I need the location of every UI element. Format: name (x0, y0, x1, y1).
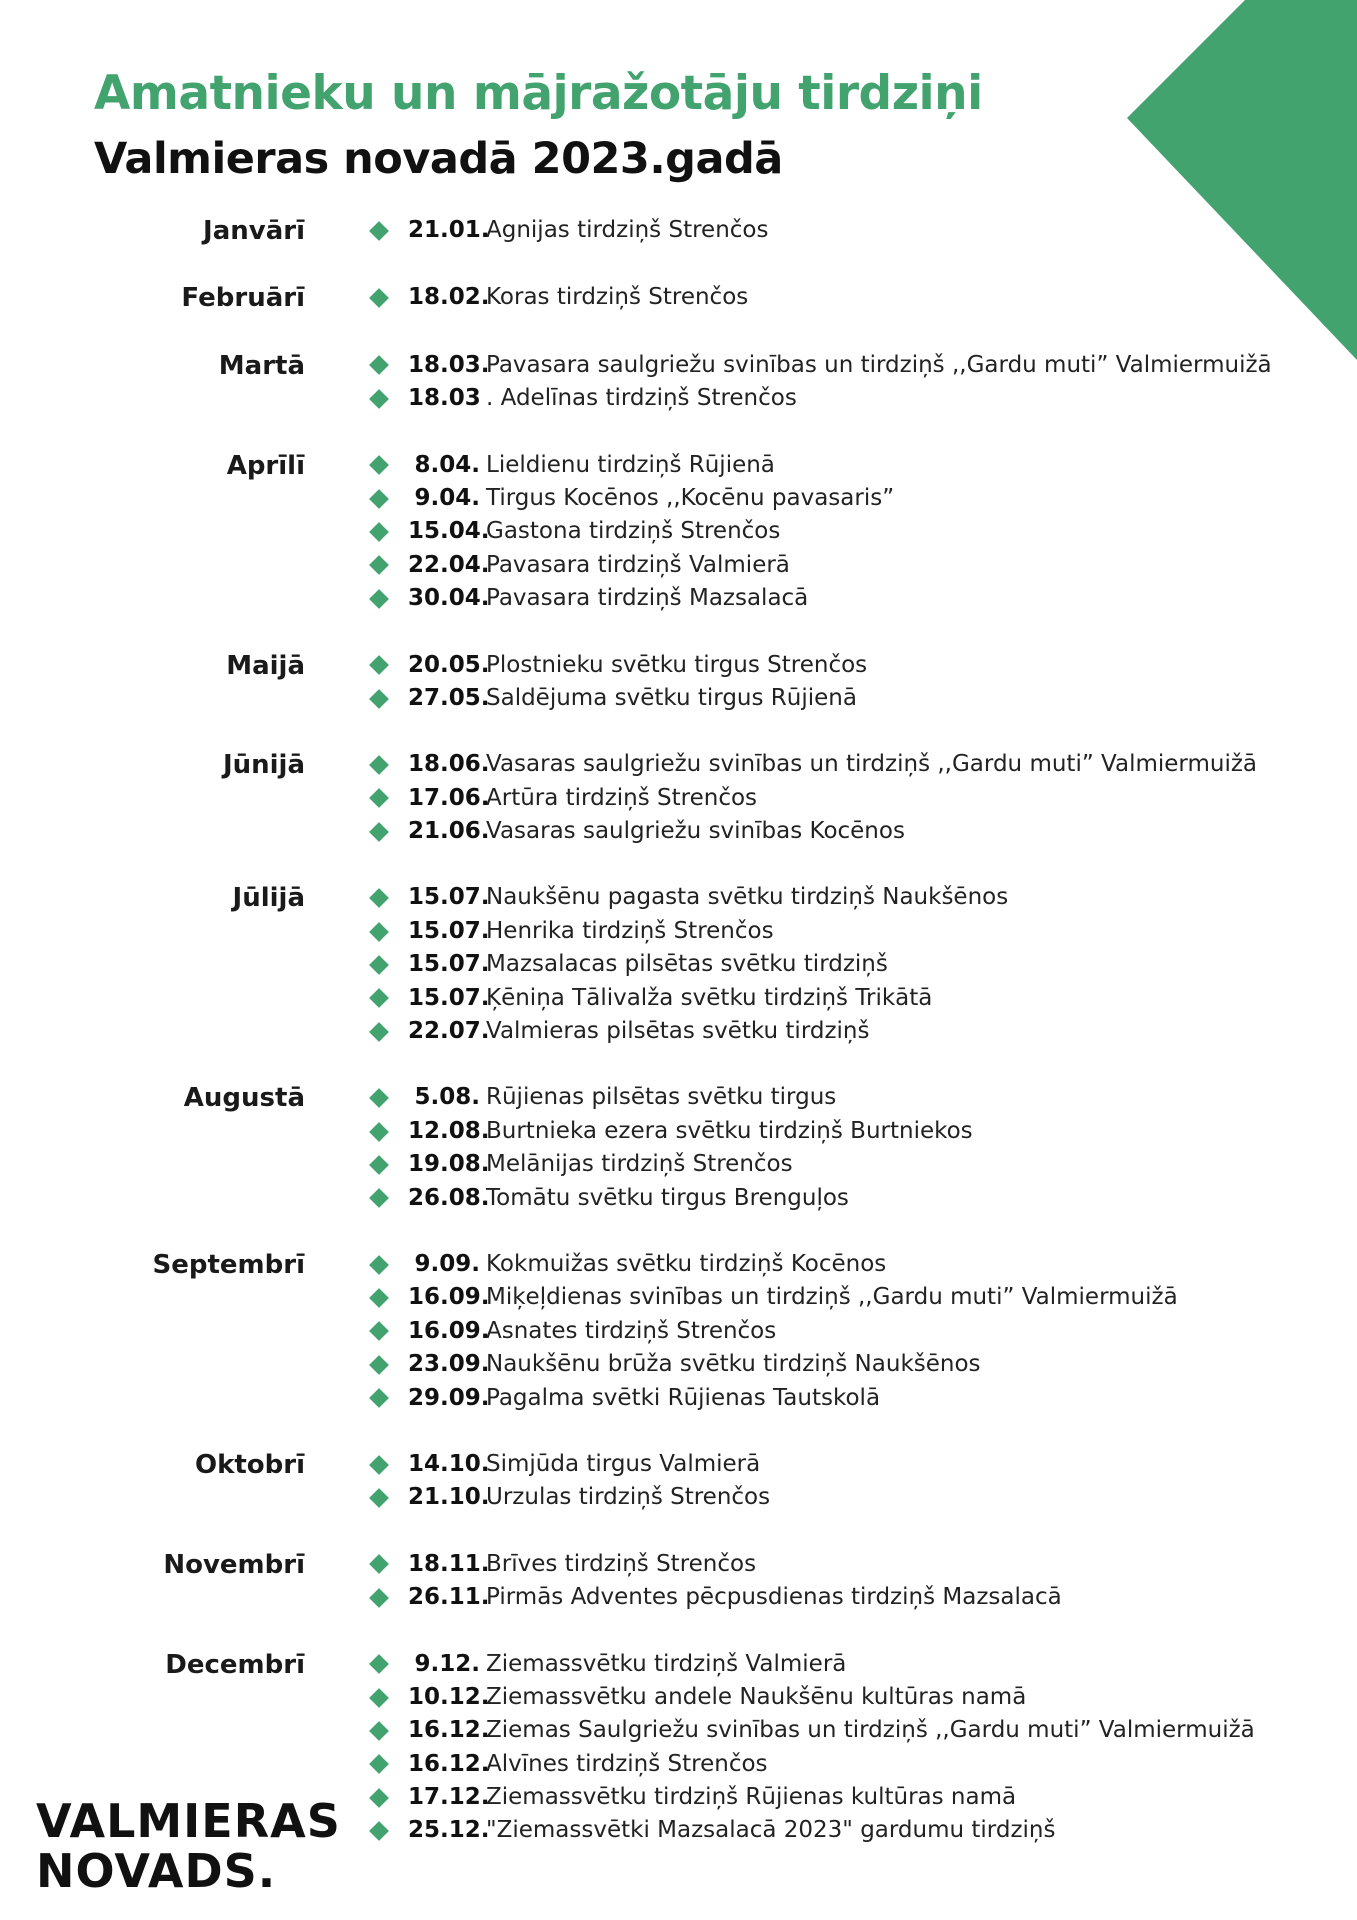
event-item (370, 915, 1357, 948)
diamond-bullet-icon (369, 1688, 389, 1708)
event-item (370, 982, 1357, 1015)
event-description: Tirgus Kocēnos ,,Kocēnu pavasaris” (486, 484, 895, 511)
month-block (0, 881, 1357, 1048)
event-item (370, 1248, 1357, 1281)
event-date: 22.07. (408, 1018, 490, 1045)
event-item (370, 748, 1357, 781)
month-block (0, 349, 1357, 416)
event-item (370, 881, 1357, 914)
diamond-bullet-icon (369, 221, 389, 241)
event-list (370, 1448, 1357, 1515)
event-item (370, 1281, 1357, 1314)
event-item (370, 349, 1357, 382)
event-description: Ziemas Saulgriežu svinības un tirdziņš ,,Gardu muti” Valmiermuižā (486, 1717, 1255, 1744)
event-date: 15.07. (408, 884, 490, 911)
event-date: 15.07. (408, 951, 490, 978)
event-date: 15.04. (408, 518, 490, 545)
event-item (370, 582, 1357, 615)
page-subtitle: Valmieras novadā 2023.gadā (94, 134, 783, 184)
diamond-bullet-icon (369, 1555, 389, 1575)
event-description: Brīves tirdziņš Strenčos (486, 1550, 757, 1577)
diamond-bullet-icon (369, 1588, 389, 1608)
month-label: Jūlijā (232, 883, 305, 914)
event-list (370, 881, 1357, 1048)
event-date: 15.07. (408, 917, 490, 944)
event-item (370, 682, 1357, 715)
event-date: 25.12. (408, 1817, 490, 1844)
event-date: 9.04. (414, 484, 480, 511)
event-date: 8.04. (414, 451, 480, 478)
event-item (370, 214, 1357, 247)
event-item (370, 382, 1357, 415)
event-description: Miķeļdienas svinības un tirdziņš ,,Gardu muti” Valmiermuižā (486, 1284, 1178, 1311)
event-item (370, 1781, 1357, 1814)
event-description: Simjūda tirgus Valmierā (486, 1450, 761, 1477)
event-date: 18.02. (408, 284, 490, 311)
month-block (0, 214, 1357, 247)
event-date: 21.10. (408, 1484, 490, 1511)
event-date: 20.05. (408, 651, 490, 678)
month-label: Septembrī (152, 1249, 305, 1280)
month-label: Februārī (181, 283, 305, 314)
diamond-bullet-icon (369, 888, 389, 908)
event-item (370, 1814, 1357, 1847)
diamond-bullet-icon (369, 1355, 389, 1375)
event-date: 16.12. (408, 1750, 490, 1777)
diamond-bullet-icon (369, 1488, 389, 1508)
event-item (370, 1015, 1357, 1048)
valmieras-novads-logo (36, 1796, 341, 1896)
diamond-bullet-icon (369, 1088, 389, 1108)
event-list (370, 1081, 1357, 1215)
event-date: 21.01. (408, 217, 490, 243)
event-date: 18.11. (408, 1550, 490, 1577)
month-label: Maijā (226, 650, 305, 681)
event-description: Pirmās Adventes pēcpusdienas tirdziņš Mazsalacā (486, 1584, 1062, 1611)
event-date: 16.09. (408, 1317, 490, 1344)
event-list (370, 1248, 1357, 1415)
event-description: Rūjienas pilsētas svētku tirgus (486, 1084, 837, 1111)
event-item (370, 1315, 1357, 1348)
event-item (370, 515, 1357, 548)
event-item (370, 1182, 1357, 1215)
event-date: 14.10. (408, 1450, 490, 1477)
diamond-bullet-icon (369, 1455, 389, 1475)
event-date: 9.12. (414, 1650, 480, 1677)
event-item (370, 649, 1357, 682)
month-label: Martā (218, 350, 305, 381)
event-description: Gastona tirdziņš Strenčos (486, 518, 781, 545)
diamond-bullet-icon (369, 522, 389, 542)
event-list (370, 649, 1357, 716)
event-description: Artūra tirdziņš Strenčos (486, 784, 758, 811)
event-date: 22.04. (408, 551, 490, 578)
event-description: "Ziemassvētki Mazsalacā 2023" gardumu tirdziņš (486, 1817, 1056, 1844)
event-description: Melānijas tirdziņš Strenčos (486, 1151, 793, 1178)
event-date: 18.03 (408, 385, 481, 412)
event-description: Plostnieku svētku tirgus Strenčos (486, 651, 868, 678)
diamond-bullet-icon (369, 489, 389, 509)
event-date: 16.12. (408, 1717, 490, 1744)
event-date: 29.09. (408, 1384, 490, 1411)
event-item (370, 948, 1357, 981)
page-title: Amatnieku un mājražotāju tirdziņi (94, 66, 983, 121)
diamond-bullet-icon (369, 1155, 389, 1175)
diamond-bullet-icon (369, 1322, 389, 1342)
event-item (370, 1081, 1357, 1114)
month-label: Novembrī (163, 1549, 305, 1580)
diamond-bullet-icon (369, 1754, 389, 1774)
diamond-bullet-icon (369, 822, 389, 842)
event-description: Asnates tirdziņš Strenčos (486, 1317, 777, 1344)
event-description: Alvīnes tirdziņš Strenčos (486, 1750, 768, 1777)
event-description: Ziemassvētku tirdziņš Rūjienas kultūras namā (486, 1784, 1017, 1811)
event-description: Pavasara saulgriežu svinības un tirdziņš ,,Gardu muti” Valmiermuižā (486, 351, 1272, 378)
diamond-bullet-icon (369, 1022, 389, 1042)
event-item (370, 782, 1357, 815)
event-date: 27.05. (408, 684, 490, 711)
event-description: Mazsalacas pilsētas svētku tirdziņš (486, 951, 888, 978)
event-description: Vasaras saulgriežu svinības un tirdziņš ,,Gardu muti” Valmiermuižā (486, 751, 1258, 778)
market-schedule (0, 214, 1357, 1848)
event-description: Kokmuižas svētku tirdziņš Kocēnos (486, 1250, 887, 1277)
month-block (0, 1248, 1357, 1415)
month-block (0, 1548, 1357, 1615)
diamond-bullet-icon (369, 1188, 389, 1208)
month-block (0, 748, 1357, 848)
month-label: Janvārī (203, 216, 305, 246)
diamond-bullet-icon (369, 955, 389, 975)
event-date: 17.12. (408, 1784, 490, 1811)
diamond-bullet-icon (369, 356, 389, 376)
event-description: Vasaras saulgriežu svinības Kocēnos (486, 818, 905, 845)
event-description: Pavasara tirdziņš Valmierā (486, 551, 790, 578)
event-description: Henrika tirdziņš Strenčos (486, 917, 774, 944)
diamond-bullet-icon (369, 1654, 389, 1674)
diamond-bullet-icon (369, 1255, 389, 1275)
event-description: Urzulas tirdziņš Strenčos (486, 1484, 771, 1511)
event-list (370, 449, 1357, 616)
diamond-bullet-icon (369, 1122, 389, 1142)
month-block (0, 449, 1357, 616)
event-list (370, 214, 1357, 247)
event-description: . Adelīnas tirdziņš Strenčos (486, 385, 797, 412)
event-date: 30.04. (408, 585, 490, 612)
event-item (370, 1681, 1357, 1714)
event-item (370, 1748, 1357, 1781)
diamond-bullet-icon (369, 1821, 389, 1841)
event-item (370, 1448, 1357, 1481)
event-description: Pavasara tirdziņš Mazsalacā (486, 585, 809, 612)
event-description: Valmieras pilsētas svētku tirdziņš (486, 1018, 870, 1045)
event-date: 26.11. (408, 1584, 490, 1611)
month-label: Jūnijā (222, 750, 305, 781)
month-block (0, 1081, 1357, 1215)
event-item (370, 1382, 1357, 1415)
event-date: 18.03. (408, 351, 490, 378)
event-item (370, 1714, 1357, 1747)
month-label: Augustā (183, 1083, 305, 1114)
month-label: Oktobrī (194, 1449, 305, 1480)
event-date: 16.09. (408, 1284, 490, 1311)
month-block (0, 281, 1357, 314)
event-description: Naukšēnu pagasta svētku tirdziņš Naukšēnos (486, 884, 1009, 911)
event-date: 21.06. (408, 818, 490, 845)
diamond-bullet-icon (369, 1788, 389, 1808)
event-description: Ķēniņa Tālivalža svētku tirdziņš Trikātā (486, 984, 933, 1011)
event-item (370, 1481, 1357, 1514)
event-list (370, 281, 1357, 314)
logo-line-2: NOVADS. (36, 1844, 277, 1898)
event-item (370, 1348, 1357, 1381)
event-item (370, 815, 1357, 848)
event-list (370, 1648, 1357, 1848)
event-description: Pagalma svētki Rūjienas Tautskolā (486, 1384, 881, 1411)
event-description: Lieldienu tirdziņš Rūjienā (486, 451, 775, 478)
diamond-bullet-icon (369, 589, 389, 609)
diamond-bullet-icon (369, 1288, 389, 1308)
logo-line-1: VALMIERAS (36, 1794, 341, 1848)
event-description: Ziemassvētku andele Naukšēnu kultūras namā (486, 1683, 1027, 1710)
event-item (370, 281, 1357, 314)
event-item (370, 1548, 1357, 1581)
event-description: Saldējuma svētku tirgus Rūjienā (486, 684, 857, 711)
diamond-bullet-icon (369, 556, 389, 576)
diamond-bullet-icon (369, 1721, 389, 1741)
event-item (370, 1148, 1357, 1181)
event-date: 18.06. (408, 751, 490, 778)
event-list (370, 748, 1357, 848)
event-date: 10.12. (408, 1683, 490, 1710)
event-date: 26.08. (408, 1184, 490, 1211)
diamond-bullet-icon (369, 455, 389, 475)
event-item (370, 1115, 1357, 1148)
diamond-bullet-icon (369, 389, 389, 409)
event-description: Agnijas tirdziņš Strenčos (486, 217, 769, 243)
diamond-bullet-icon (369, 788, 389, 808)
month-label: Decembrī (165, 1649, 305, 1680)
event-description: Koras tirdziņš Strenčos (486, 284, 749, 311)
diamond-bullet-icon (369, 1388, 389, 1408)
event-list (370, 349, 1357, 416)
event-item (370, 1581, 1357, 1614)
event-description: Ziemassvētku tirdziņš Valmierā (486, 1650, 847, 1677)
event-list (370, 1548, 1357, 1615)
event-item (370, 482, 1357, 515)
event-description: Naukšēnu brūža svētku tirdziņš Naukšēnos (486, 1351, 981, 1378)
event-date: 23.09. (408, 1351, 490, 1378)
event-date: 17.06. (408, 784, 490, 811)
event-date: 15.07. (408, 984, 490, 1011)
event-date: 19.08. (408, 1151, 490, 1178)
diamond-bullet-icon (369, 988, 389, 1008)
event-date: 9.09. (414, 1250, 480, 1277)
month-block (0, 649, 1357, 716)
event-item (370, 549, 1357, 582)
event-date: 5.08. (414, 1084, 480, 1111)
diamond-bullet-icon (369, 655, 389, 675)
diamond-bullet-icon (369, 689, 389, 709)
event-description: Burtnieka ezera svētku tirdziņš Burtniekos (486, 1117, 973, 1144)
event-description: Tomātu svētku tirgus Brenguļos (486, 1184, 849, 1211)
diamond-bullet-icon (369, 755, 389, 775)
diamond-bullet-icon (369, 922, 389, 942)
event-item (370, 449, 1357, 482)
event-date: 12.08. (408, 1117, 490, 1144)
month-block (0, 1448, 1357, 1515)
event-item (370, 1648, 1357, 1681)
diamond-bullet-icon (369, 288, 389, 308)
month-label: Aprīlī (226, 450, 305, 481)
